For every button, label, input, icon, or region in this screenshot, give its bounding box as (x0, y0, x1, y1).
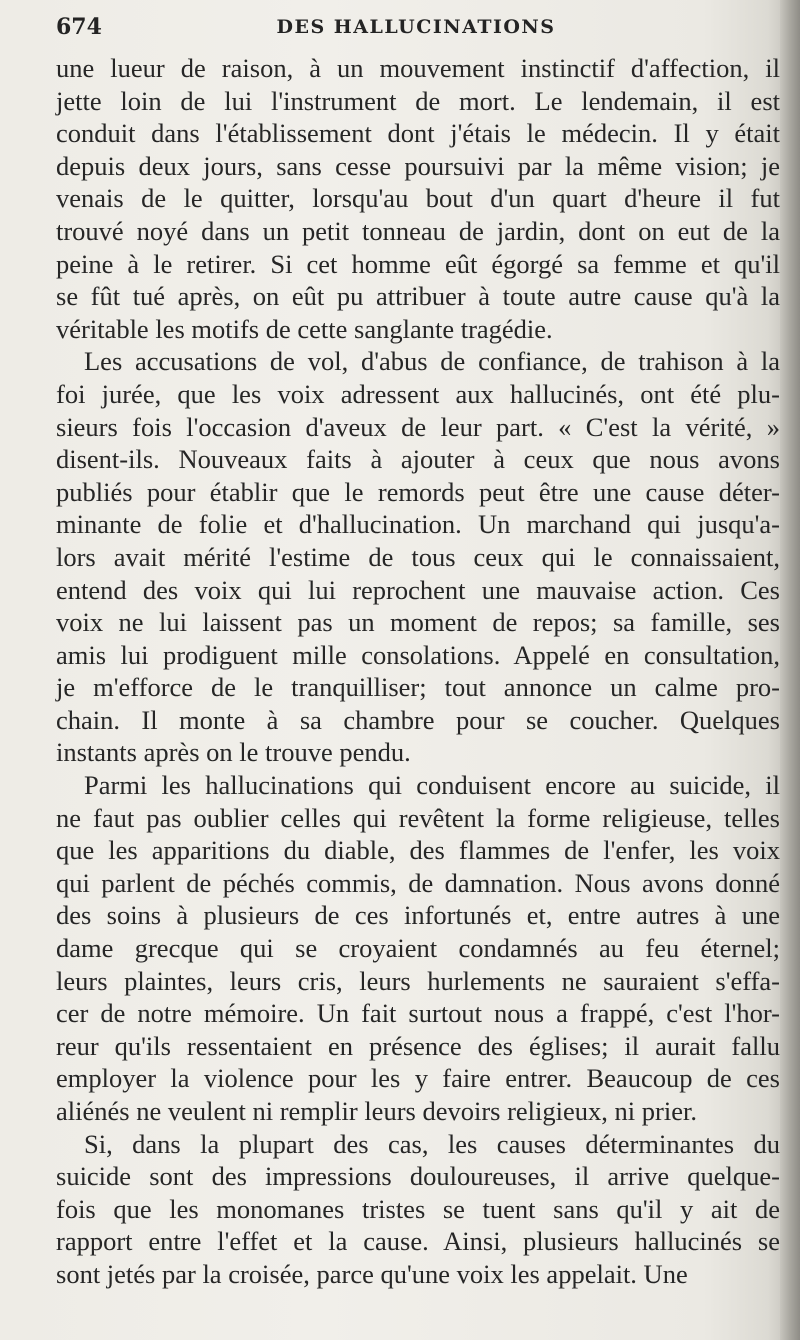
text-line: une lueur de raison, à un mouvement instinctif d'affection, il (56, 53, 780, 83)
text-line: véritable les motifs de cette sanglante tragédie. (56, 313, 553, 344)
text-line: sont jetés par la croisée, parce qu'une voix les appelait. Une (56, 1258, 688, 1289)
text-line: chain. Il monte à sa chambre pour se coucher. Quelques (56, 704, 780, 735)
text-line: peine à le retirer. Si cet homme eût égorgé sa femme et qu'il (56, 248, 780, 279)
text-line: instants après on le trouve pendu. (56, 737, 411, 768)
text-line: voix ne lui laissent pas un moment de repos; sa famille, ses (56, 607, 780, 638)
text-line: jette loin de lui l'instrument de mort. Le lendemain, il est (56, 85, 780, 116)
text-line: disent-ils. Nouveaux faits à ajouter à ceux que nous avons (56, 444, 780, 475)
page-number: 674 (56, 14, 102, 40)
text-line: ne faut pas oublier celles qui revêtent la forme religieuse, telles (56, 802, 780, 833)
text-line: lors avait mérité l'estime de tous ceux qui le connaissaient, (56, 541, 780, 572)
text-line: rapport entre l'effet et la cause. Ainsi, plusieurs hallucinés se (56, 1226, 780, 1257)
text-line: depuis deux jours, sans cesse poursuivi par la même vision; je (56, 150, 780, 181)
text-line: amis lui prodiguent mille consolations. Appelé en consultation, (56, 639, 780, 670)
text-line: Si, dans la plupart des cas, les causes déterminantes du (84, 1128, 780, 1159)
text-line: foi jurée, que les voix adressent aux hallucinés, ont été plu- (56, 378, 780, 409)
text-line: leurs plaintes, leurs cris, leurs hurlements ne sauraient s'effa- (56, 965, 780, 996)
text-line: aliénés ne veulent ni remplir leurs devoirs religieux, ni prier. (56, 1096, 697, 1126)
text-line: fois que les monomanes tristes se tuent sans qu'il y ait de (56, 1193, 780, 1224)
text-line: minante de folie et d'hallucination. Un marchand qui jusqu'a- (56, 509, 780, 540)
text-line: publiés pour établir que le remords peut être une cause déter- (56, 476, 780, 507)
text-line: sieurs fois l'occasion d'aveux de leur part. « C'est la vérité, » (56, 411, 780, 442)
text-line: Parmi les hallucinations qui conduisent encore au suicide, il (84, 770, 780, 801)
text-line: se fût tué après, on eût pu attribuer à toute autre cause qu'à la (56, 281, 780, 312)
text-line: cer de notre mémoire. Un fait surtout nous a frappé, c'est l'hor- (56, 998, 780, 1029)
text-line: que les apparitions du diable, des flammes de l'enfer, les voix (56, 835, 780, 866)
text-line: Les accusations de vol, d'abus de confiance, de trahison à la (84, 346, 780, 377)
text-line: employer la violence pour les y faire entrer. Beaucoup de ces (56, 1063, 780, 1094)
text-line: entend des voix qui lui reprochent une mauvaise action. Ces (56, 574, 780, 605)
text-line: dame grecque qui se croyaient condamnés au feu éternel; (56, 933, 780, 964)
page-header (56, 14, 776, 48)
text-line: trouvé noyé dans un petit tonneau de jardin, dont on eut de la (56, 215, 780, 246)
running-title: DES HALLUCINATIONS (276, 16, 556, 38)
text-line: qui parlent de péchés commis, de damnation. Nous avons donné (56, 867, 780, 898)
text-line: reur qu'ils ressentaient en présence des églises; il aurait fallu (56, 1030, 780, 1061)
body-text (56, 52, 780, 1291)
text-line: des soins à plusieurs de ces infortunés et, entre autres à une (56, 900, 780, 931)
text-line: je m'efforce de le tranquilliser; tout annonce un calme pro- (56, 672, 780, 703)
text-line: suicide sont des impressions douloureuses, il arrive quelque- (56, 1161, 780, 1192)
text-line: venais de le quitter, lorsqu'au bout d'un quart d'heure il fut (56, 183, 780, 214)
page-edge-shadow (780, 0, 800, 1340)
text-line: conduit dans l'établissement dont j'étais le médecin. Il y était (56, 118, 780, 149)
